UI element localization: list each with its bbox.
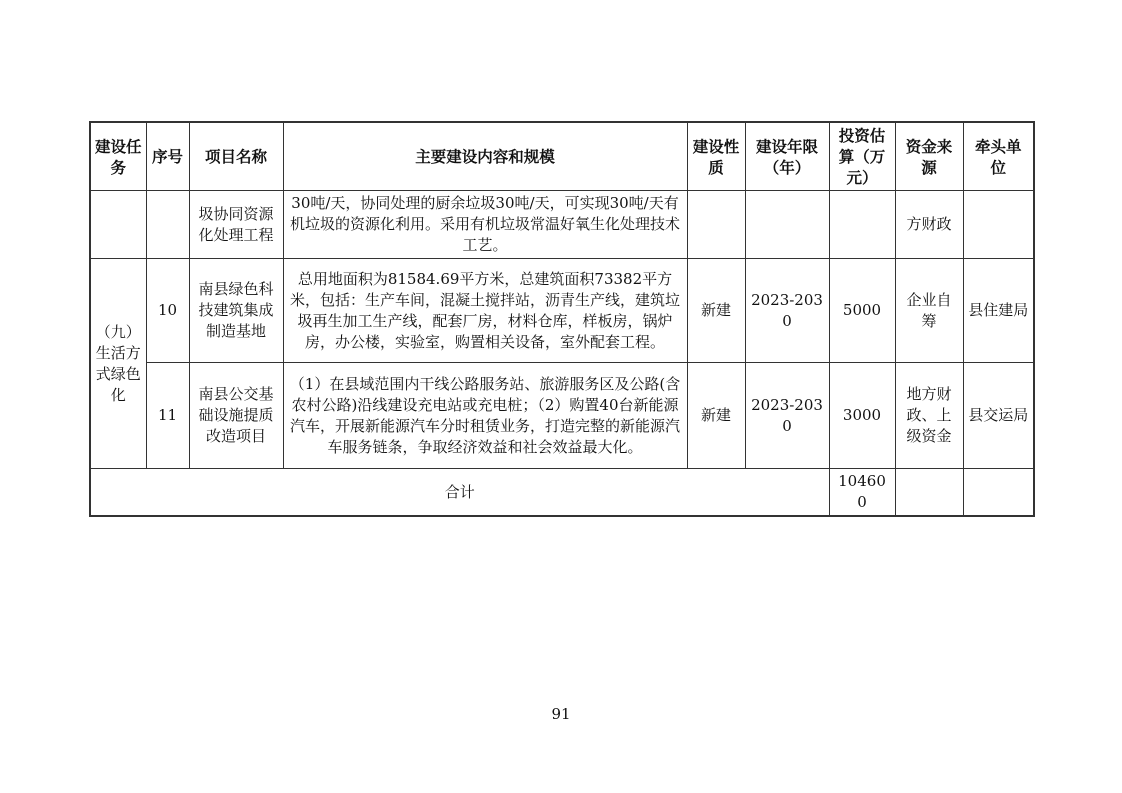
cell-period: 2023-2030 [745,363,829,469]
cell-task-empty [90,191,146,259]
cell-content: 总用地面积为81584.69平方米，总建筑面积73382平方米，包括：生产车间，混凝土搅拌站，沥青生产线，建筑垃圾再生加工生产线，配套厂房，材料仓库，样板房，锅炉房，办公楼，实验室，购置相关设备，室外配套工程。 [283,259,687,363]
page-number: 91 [551,705,571,723]
table-row [90,363,1034,469]
cell-seq: 10 [146,259,189,363]
cell-task-group: （九）生活方式绿色化 [90,259,146,469]
table-total-row [90,469,1034,517]
cell-lead-empty [963,191,1034,259]
cell-period: 2023-2030 [745,259,829,363]
header-name: 项目名称 [189,122,283,191]
project-table [89,121,1035,517]
header-content: 主要建设内容和规模 [283,122,687,191]
table-row [90,259,1034,363]
cell-nature: 新建 [687,259,745,363]
cell-nature: 新建 [687,363,745,469]
table-row-continuation [90,191,1034,259]
cell-content: 30吨/天，协同处理的厨余垃圾30吨/天，可实现30吨/天有机垃圾的资源化利用。采用有机垃圾常温好氧生化处理技术工艺。 [283,191,687,259]
total-funding-empty [895,469,963,517]
cell-name: 圾协同资源化处理工程 [189,191,283,259]
cell-period-empty [745,191,829,259]
cell-funding: 企业自筹 [895,259,963,363]
cell-name: 南县公交基础设施提质改造项目 [189,363,283,469]
cell-seq: 11 [146,363,189,469]
header-nature: 建设性质 [687,122,745,191]
header-funding: 资金来源 [895,122,963,191]
cell-lead: 县住建局 [963,259,1034,363]
cell-content: （1）在县域范围内干线公路服务站、旅游服务区及公路(含农村公路)沿线建设充电站或充电桩；（2）购置40台新能源汽车，开展新能源汽车分时租赁业务，打造完整的新能源汽车服务链条，争取经济效益和社会效益最大化。 [283,363,687,469]
cell-investment: 5000 [829,259,895,363]
cell-investment: 3000 [829,363,895,469]
cell-name: 南县绿色科技建筑集成制造基地 [189,259,283,363]
cell-investment-empty [829,191,895,259]
cell-seq-empty [146,191,189,259]
total-lead-empty [963,469,1034,517]
cell-funding: 地方财政、上级资金 [895,363,963,469]
header-lead: 牵头单位 [963,122,1034,191]
cell-nature-empty [687,191,745,259]
header-investment: 投资估算（万元） [829,122,895,191]
cell-funding: 方财政 [895,191,963,259]
header-task: 建设任务 [90,122,146,191]
header-period: 建设年限（年） [745,122,829,191]
table-header-row [90,122,1034,191]
header-seq: 序号 [146,122,189,191]
total-label: 合计 [90,469,829,517]
total-investment: 104600 [829,469,895,517]
cell-lead: 县交运局 [963,363,1034,469]
